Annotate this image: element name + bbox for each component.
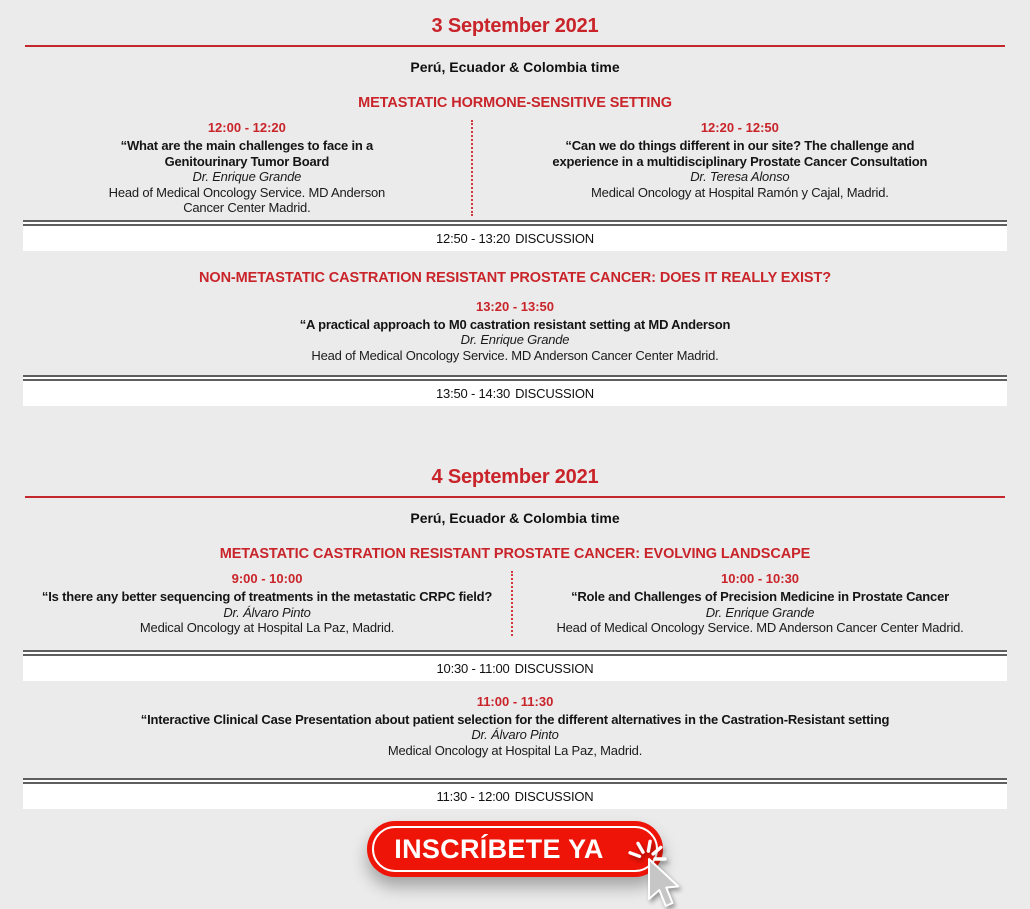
session-time: 12:00 - 12:20 [207, 120, 286, 135]
session-title: “Role and Challenges of Precision Medicine in Prostate Cancer [571, 589, 949, 604]
day1-divider-rule [25, 45, 1005, 47]
day2-timezone: Perú, Ecuador & Colombia time [410, 510, 620, 526]
session-time: 9:00 - 10:00 [231, 571, 303, 586]
session-speaker: Dr. Enrique Grande [705, 604, 815, 620]
day2-session-left [23, 571, 511, 636]
discussion-time: 10:30 - 11:00 [436, 660, 510, 676]
session-time: 13:20 - 13:50 [475, 298, 555, 314]
day2-sessions-row [23, 571, 1007, 636]
day1-session-left [23, 120, 471, 216]
discussion-time: 12:50 - 13:20 [436, 230, 511, 246]
day1-section1-heading: METASTATIC HORMONE-SENSITIVE SETTING [358, 95, 672, 111]
day1-discussion-bar-1 [23, 220, 1007, 251]
discussion-time: 13:50 - 14:30 [436, 386, 511, 401]
session-affiliation: Head of Medical Oncology Service. MD Anderson Cancer Center Madrid. [556, 620, 964, 635]
register-button-label: INSCRÍBETE YA [394, 833, 604, 864]
session-speaker: Dr. Teresa Alonso [690, 169, 790, 184]
day2-discussion-bar-2 [23, 778, 1007, 809]
day1-date-title: 3 September 2021 [431, 15, 599, 37]
day1-section2-heading: NON-METASTATIC CASTRATION RESISTANT PROSTATE CANCER: DOES IT REALLY EXIST? [199, 269, 831, 286]
session-time: 11:00 - 11:30 [476, 693, 554, 709]
session-title: “A practical approach to M0 castration resistant setting at MD Anderson [299, 316, 731, 332]
discussion-label: DISCUSSION [514, 789, 594, 804]
day2-discussion-bar-1 [23, 650, 1007, 681]
day1-sessions-row [23, 120, 1007, 216]
session-speaker: Dr. Enrique Grande [460, 332, 570, 347]
session-title: “Is there any better sequencing of treatments in the metastatic CRPC field? [41, 589, 493, 604]
day1-session-single [0, 299, 1030, 364]
session-speaker: Dr. Álvaro Pinto [223, 604, 311, 620]
session-title: “Interactive Clinical Case Presentation about patient selection for the different alternatives in the Castration-Resistant setting [140, 711, 890, 727]
session-title: “Can we do things different in our site? The challenge and experience in a multidisciplinary Prostate Cancer Consultation [552, 138, 928, 169]
register-button[interactable] [367, 821, 663, 877]
day2-session-right [511, 571, 1007, 636]
cta-container [367, 821, 663, 877]
session-speaker: Dr. Álvaro Pinto [471, 727, 559, 742]
session-affiliation: Head of Medical Oncology Service. MD Anderson Cancer Center Madrid. [311, 347, 719, 363]
session-time: 12:20 - 12:50 [700, 120, 779, 135]
discussion-label: DISCUSSION [514, 660, 594, 676]
day2-section1-heading: METASTATIC CASTRATION RESISTANT PROSTATE CANCER: EVOLVING LANDSCAPE [219, 546, 811, 562]
session-affiliation: Medical Oncology at Hospital La Paz, Madrid. [139, 620, 395, 635]
day1-discussion-bar-2 [23, 375, 1007, 406]
session-speaker: Dr. Enrique Grande [192, 169, 302, 184]
session-affiliation: Head of Medical Oncology Service. MD Anderson Cancer Center Madrid. [108, 184, 386, 215]
session-affiliation: Medical Oncology at Hospital Ramón y Cajal, Madrid. [591, 184, 889, 200]
session-affiliation: Medical Oncology at Hospital La Paz, Madrid. [387, 742, 643, 758]
discussion-label: DISCUSSION [515, 386, 594, 401]
day1-timezone: Perú, Ecuador & Colombia time [410, 59, 620, 75]
session-title: “What are the main challenges to face in a Genitourinary Tumor Board [120, 138, 374, 169]
session-time: 10:00 - 10:30 [720, 571, 800, 586]
day2-divider-rule [25, 496, 1005, 498]
discussion-label: DISCUSSION [515, 230, 594, 246]
day2-date-title: 4 September 2021 [431, 466, 599, 488]
discussion-time: 11:30 - 12:00 [436, 789, 510, 804]
day1-session-right [471, 120, 1007, 216]
day2-session-single [0, 694, 1030, 759]
